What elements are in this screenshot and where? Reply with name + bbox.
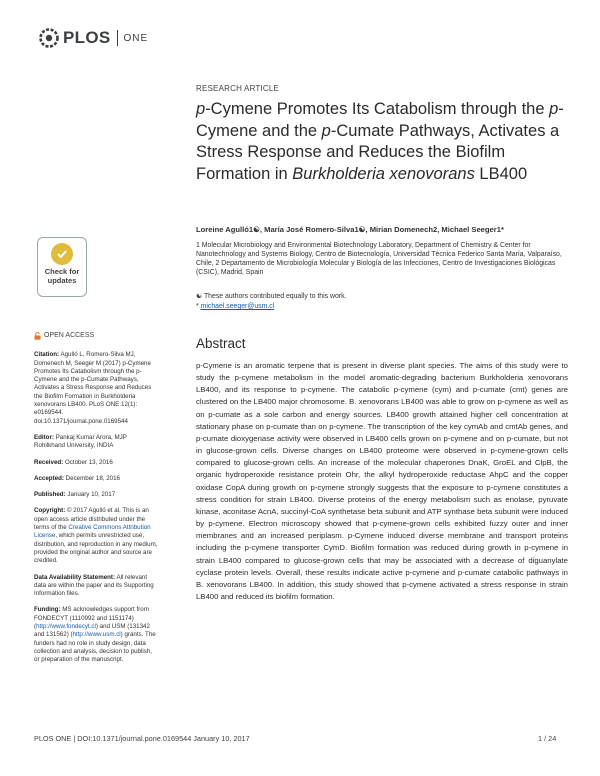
title-italic-p-2: p xyxy=(549,100,559,118)
article-metadata-sidebar xyxy=(34,332,158,673)
abstract-heading: Abstract xyxy=(196,336,246,351)
usm-link[interactable]: http://www.usm.cl xyxy=(72,631,121,639)
corresponding-email-link[interactable]: michael.seeger@usm.cl xyxy=(200,303,275,310)
published-label: Published: xyxy=(34,491,66,499)
funding-text-2: ) and USM (131342 and 131562) ( xyxy=(34,623,150,639)
badge-label: Check for updates xyxy=(44,267,80,285)
author-affiliations: 1 Molecular Microbiology and Environmental Biotechnology Laboratory, Department of Chemistry & Center for Nanotechnology and Systems Biology, Centro de Biotecnología, Universidad Técnica Federico Santa María, Valparaíso, Chile, 2 Departamento de Microbiología Molecular y Biología de las Infecciones, Centro de Investigaciones Biológicas (CSIC), Madrid, Spain xyxy=(196,242,562,277)
copyright-block xyxy=(34,507,158,565)
logo-divider xyxy=(117,30,118,46)
published-date: January 10, 2017 xyxy=(67,491,116,499)
plos-logo-icon xyxy=(38,27,60,49)
title-species: Burkholderia xenovorans xyxy=(292,164,475,183)
author-list: Loreine Agulló1☯, María José Romero-Silva1☯, Mirian Domenech2, Michael Seeger1* xyxy=(196,225,504,234)
equal-contribution-note: ☯ These authors contributed equally to this work. xyxy=(196,293,347,300)
editor-block xyxy=(34,434,158,451)
open-access-text: OPEN ACCESS xyxy=(44,332,95,339)
corresponding-mark: * xyxy=(196,303,199,310)
editor-text: Pankaj Kumar Arora, MJP Rohilkhand University, INDIA xyxy=(34,433,127,450)
editor-label: Editor: xyxy=(34,433,54,441)
logo-one-text: ONE xyxy=(123,32,149,44)
data-availability-block xyxy=(34,574,158,599)
open-access-label xyxy=(34,332,158,340)
abstract-body: p-Cymene is an aromatic terpene that is present in diverse plant species. The aims of this study were to study the p-cymene metabolism in the model aromatic-degrading bacterium Burkholderia xenovorans LB400, and its response to p-cymene. The catabolic p-cymene (cym) and p-cumate (cmt) genes are clustered on the LB400 major chromosome. B. xenovorans LB400 was able to grow on p-cymene as well as on p-cumate as a sole carbon and energy sources. LB400 growth attained higher cell concentration at stationary phase on p-cumate than on p-cymene. The transcription of the key cymAb and cmtAb genes, and p-cumate dioxygenase activity were observed in LB400 cells grown on p-cymene and on p-cumate, but not in glucose-grown cells. Diverse changes on LB400 proteome were observed in p-cymene-grown cells compared to glucose-grown cells. An increase of the molecular chaperones DnaK, GroEL and ClpB, the organic hydroperoxide resistance protein Ohr, the alkyl hydroperoxide reductase AhpC and the copper oxidase CopA during growth on p-cymene strongly suggests that the exposure to p-cymene constitutes a stress condition for strain LB400. Diverse proteins of the energy metabolism such as enolase, pyruvate kinase, aconitase AcnA, succinyl-CoA synthetase beta subunit and ATP synthase beta subunit were induced by p-cymene. Electron microscopy showed that p-cymene-grown cells exhibited fuzzy outer and inner membranes and an increased periplasm. p-Cymene induced diverse membrane and transport proteins including the p-cymene transporter CymD. Biofilm formation was reduced during growth in p-cymene in strain LB400 compared to glucose-grown cells that may be associated with a decrease of diguanylate cyclase protein levels. Overall, these results indicate active p-cymene and p-cumate catabolic pathways in B. xenovorans LB400. In addition, this study showed that p-cymene activated a stress response in strain LB400 and reduced its biofilm formation. xyxy=(196,361,568,601)
title-part-1: -Cymene Promotes Its Catabolism through the xyxy=(205,100,550,118)
title-part-2: -Cymene and the xyxy=(196,100,564,140)
check-updates-icon xyxy=(51,243,73,265)
received-block xyxy=(34,459,158,467)
data-availability-label: Data Availability Statement: xyxy=(34,573,116,581)
funding-text-1: MS acknowledges support from FONDECYT (1110992 and 1151174) ( xyxy=(34,606,149,631)
data-availability-text: All relevant data are within the paper and its Supporting Information files. xyxy=(34,573,154,598)
funding-block xyxy=(34,606,158,664)
title-part-4: LB400 xyxy=(474,164,528,183)
corresponding-author xyxy=(196,303,566,310)
received-date: October 13, 2016 xyxy=(64,458,113,466)
title-italic-p-3: p xyxy=(321,121,331,140)
copyright-text-1: © 2017 Agulló et al. This is an open access article distributed under the terms of the xyxy=(34,507,149,532)
fondecyt-link[interactable]: http://www.fondecyt.cl xyxy=(36,623,96,631)
received-label: Received: xyxy=(34,458,64,466)
article-title xyxy=(196,99,566,185)
footer-citation: PLOS ONE | DOI:10.1371/journal.pone.0169544 January 10, 2017 xyxy=(34,734,250,743)
open-access-lock-icon xyxy=(34,332,41,340)
page-number: 1 / 24 xyxy=(538,734,557,743)
funding-label: Funding: xyxy=(34,606,61,614)
copyright-text-2: , which permits unrestricted use, distribution, and reproduction in any medium, provided the original author and source are credited. xyxy=(34,532,158,565)
license-link[interactable]: Creative Commons Attribution License xyxy=(34,524,151,540)
published-block xyxy=(34,491,158,499)
accepted-block xyxy=(34,475,158,483)
plos-one-logo xyxy=(38,26,148,50)
citation-text: Agulló L, Romero-Silva MJ, Domenech M, Seeger M (2017) p-Cymene Promotes Its Catabolism through the p-Cymene and the p-Cumate Pathways, Activates a Stress Response and Reduces the Biofilm Formation in Burkholderia xenovorans LB400. PLoS ONE 12(1): e0169544. doi:10.1371/journal.pone.0169544 xyxy=(34,351,152,425)
citation-block xyxy=(34,351,158,426)
check-for-updates-badge[interactable] xyxy=(37,237,87,297)
accepted-date: December 18, 2016 xyxy=(65,474,121,482)
accepted-label: Accepted: xyxy=(34,474,64,482)
citation-label: Citation: xyxy=(34,351,60,359)
title-part-3: -Cumate Pathways, Activates a Stress Response and Reduces the Biofilm Formation in xyxy=(196,121,560,183)
article-type-label: RESEARCH ARTICLE xyxy=(196,84,280,93)
copyright-label: Copyright: xyxy=(34,507,66,515)
funding-text-3: ) grants. The funders had no role in study design, data collection and analysis, decision to publish, or preparation of the manuscript. xyxy=(34,631,156,664)
logo-plos-text: PLOS xyxy=(63,28,111,47)
title-italic-p-1: p xyxy=(196,100,206,118)
